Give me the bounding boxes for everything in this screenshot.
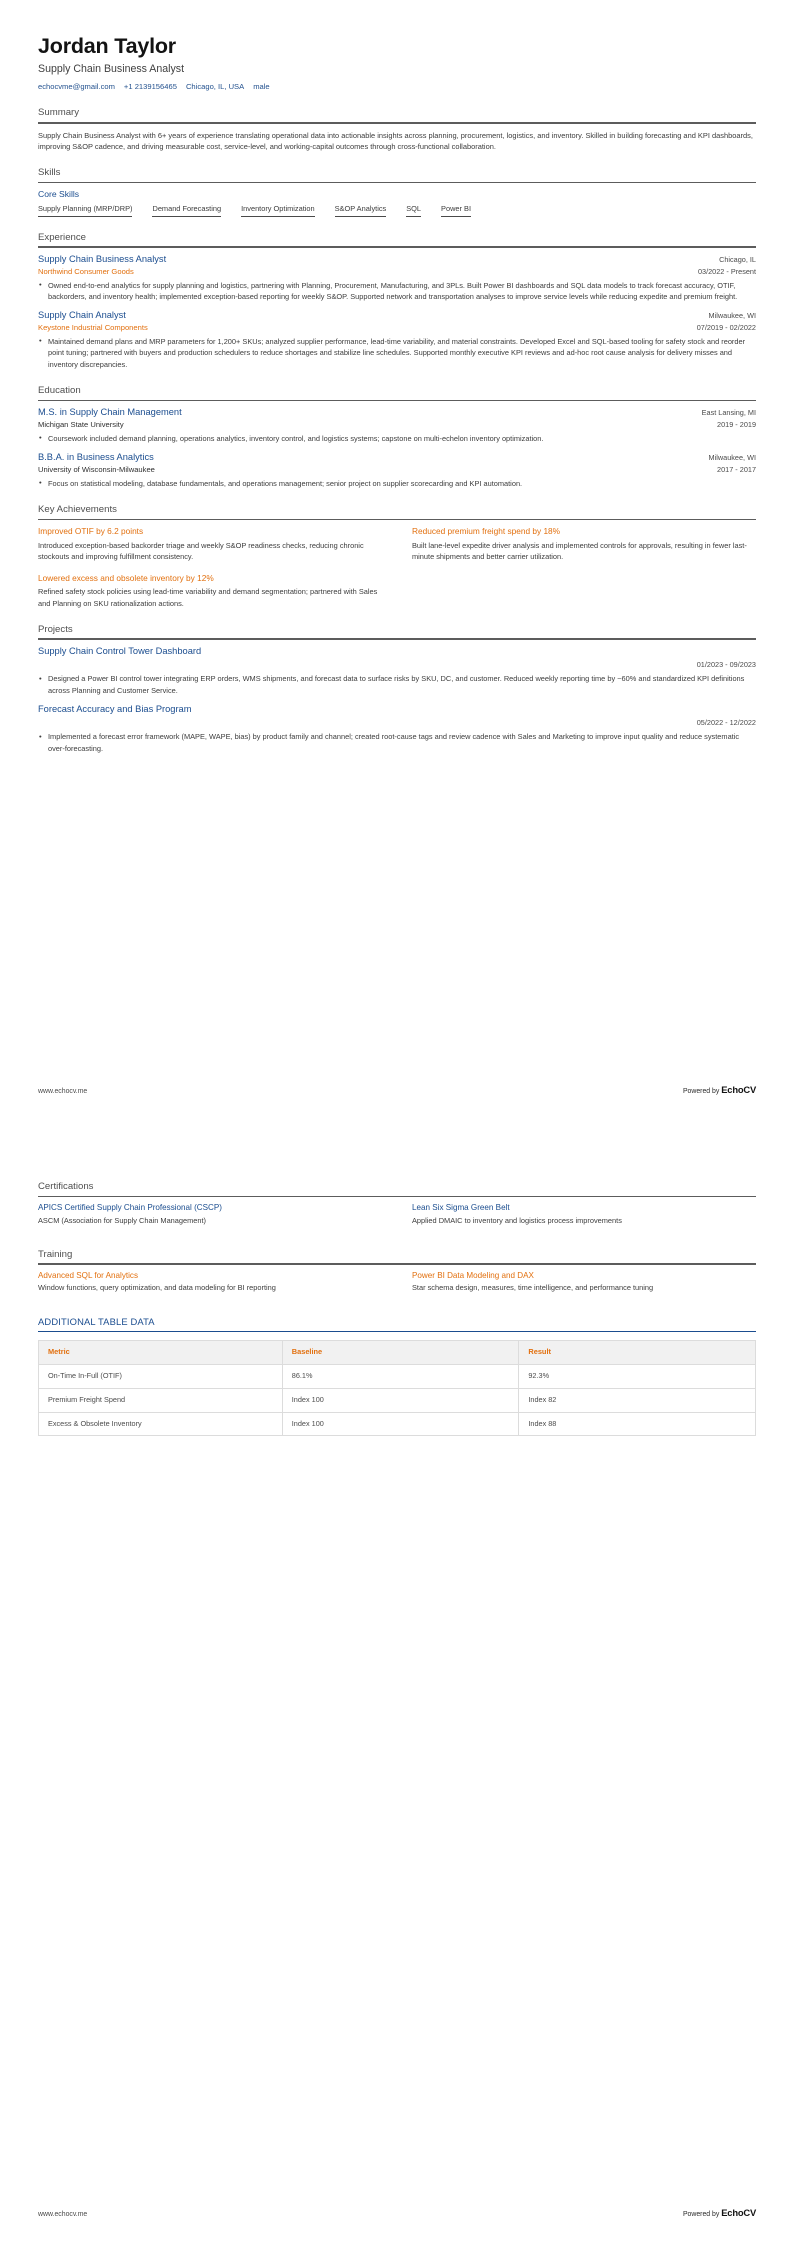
training-column-right: [412, 1271, 756, 1302]
contact-email[interactable]: echocvme@gmail.com: [38, 82, 115, 92]
job-title: Supply Chain Business Analyst: [38, 254, 167, 265]
candidate-headline: Supply Chain Business Analyst: [38, 62, 185, 75]
education-bullet: • Coursework included demand planning, operations analytics, inventory control, and logistics systems; capstone on multi-echelon inventory optimization.: [38, 433, 756, 444]
job-dates: 07/2019 - 02/2022: [696, 323, 756, 333]
degree-title: B.B.A. in Business Analytics: [38, 452, 154, 463]
table-section-title: ADDITIONAL TABLE DATA: [38, 1316, 155, 1328]
education-entry: [38, 407, 756, 444]
section-divider: [38, 400, 756, 402]
education-entry: [38, 452, 756, 489]
table-section-divider: [38, 1331, 756, 1333]
training-description: Star schema design, measures, time intelligence, and performance tuning: [412, 1283, 654, 1293]
training-description: Window functions, query optimization, and data modeling for BI reporting: [38, 1283, 276, 1293]
achievement-item: [38, 573, 382, 609]
section-title-certifications: Certifications: [38, 1181, 94, 1192]
job-bullet-list: [38, 280, 756, 303]
school-location: East Lansing, MI: [701, 408, 756, 418]
project-title: Forecast Accuracy and Bias Program: [38, 704, 192, 715]
certifications-column-right: [412, 1203, 756, 1234]
metrics-table-body: [39, 1365, 756, 1436]
summary-text: Supply Chain Business Analyst with 6+ years of experience translating operational data into actionable insights across planning, procurement, logistics, and inventory. Skilled in building forecasting and KPI dashboards, improving S&OP cadence, and driving measurable cost, service-level, and working-capital outcomes through cross-functional collaboration.: [38, 130, 753, 151]
education-entry-headline: [38, 452, 756, 464]
section-divider: [38, 519, 756, 521]
education-bullet: • Focus on statistical modeling, database fundamentals, and operations management; senior project on supplier scorecarding and KPI automation.: [38, 478, 756, 489]
certifications-grid: [38, 1203, 756, 1234]
project-dates: 01/2023 - 09/2023: [696, 659, 756, 669]
section-divider: [38, 182, 756, 184]
contact-gender: male: [253, 82, 270, 92]
education-bullet-list: [38, 478, 756, 489]
achievement-title: Reduced premium freight spend by 18%: [412, 526, 561, 537]
section-title-summary: Summary: [38, 107, 80, 119]
candidate-name: Jordan Taylor: [38, 34, 176, 58]
achievement-item: [412, 526, 756, 562]
education-entry-headline: [38, 407, 756, 419]
table-row: [39, 1412, 756, 1436]
school-dates: 2017 - 2017: [717, 464, 756, 474]
skill-tag: SQL: [406, 205, 421, 217]
certification-issuer: Applied DMAIC to inventory and logistics process improvements: [412, 1215, 622, 1225]
achievements-grid: [38, 526, 756, 609]
table-cell-metric: On-Time In-Full (OTIF): [39, 1365, 283, 1389]
job-dates: 03/2022 - Present: [697, 266, 756, 276]
section-experience: [38, 232, 756, 370]
certification-title: APICS Certified Supply Chain Professional (CSCP): [38, 1203, 222, 1213]
training-item: [412, 1271, 756, 1294]
school-name: University of Wisconsin-Milwaukee: [38, 464, 155, 474]
job-bullet: • Owned end-to-end analytics for supply planning and logistics, partnering with Planning, Procurement, Manufacturing, and 3PLs. Built Power BI dashboards and SQL data models to track forecast accuracy, OTIF, backorders, and inventory health; implemented exception-based reporting for weekly S&OP. Supported network and transportation analyses to improve service levels while reducing expedite and premium freight.: [38, 280, 756, 303]
page-footer: [38, 2206, 756, 2220]
achievements-column-right: [412, 526, 756, 609]
table-header-baseline: Baseline: [282, 1341, 519, 1365]
achievement-description: Refined safety stock policies using lead-time variability and demand segmentation; partnered with Sales and Planning on SKU rationalization actions.: [38, 587, 378, 608]
section-title-training: Training: [38, 1248, 73, 1260]
metrics-table: [38, 1340, 756, 1436]
company-name: Northwind Consumer Goods: [38, 266, 134, 276]
section-training: [38, 1249, 756, 1302]
experience-entry: [38, 310, 756, 370]
project-bullet: • Designed a Power BI control tower integrating ERP orders, WMS shipments, and forecast data to surface risks by SKU, DC, and customer. Reduced weekly reporting time by ~60% and standardized KPI definitions across Planning and Customer Service.: [38, 673, 756, 696]
section-title-skills: Skills: [38, 167, 61, 179]
company-name: Keystone Industrial Components: [38, 323, 148, 333]
achievement-description: Built lane-level expedite driver analysis and implemented controls for approvals, resulting in fewer last-minute shipments and better carrier utilization.: [412, 540, 747, 562]
job-bullet: • Maintained demand plans and MRP parameters for 1,200+ SKUs; analyzed supplier performance, lead-time variability, and material constraints. Developed Excel and SQL-based tooling for safety stock and reorder point tuning; partnered with buyers and production schedulers to reduce shortages and stabilize line schedules. Supported monthly executive KPI reviews and ad-hoc root cause analysis for delivery misses and inventory discrepancies.: [38, 336, 756, 370]
training-item: [38, 1271, 382, 1294]
page-footer: [38, 1083, 756, 1097]
achievement-description: Introduced exception-based backorder triage and weekly S&OP readiness checks, reducing chronic stockouts and improving fulfillment consistency.: [38, 540, 364, 562]
section-certifications: [38, 1181, 756, 1234]
section-projects: [38, 624, 756, 754]
skill-tag: S&OP Analytics: [335, 205, 387, 217]
school-dates: 2019 - 2019: [717, 420, 756, 430]
experience-entry-subline: [38, 267, 756, 277]
table-header-metric: Metric: [39, 1341, 283, 1365]
table-cell-metric: Excess & Obsolete Inventory: [39, 1412, 283, 1436]
table-row: [39, 1388, 756, 1412]
education-bullet-list: [38, 433, 756, 444]
section-skills: [38, 167, 756, 217]
project-title: Supply Chain Control Tower Dashboard: [38, 646, 202, 657]
skill-tag: Supply Planning (MRP/DRP): [38, 205, 132, 217]
education-entry-subline: [38, 465, 756, 475]
section-divider: [38, 1263, 756, 1265]
footer-site-url[interactable]: www.echocv.me: [38, 2211, 88, 2218]
metrics-table-head: [39, 1341, 756, 1365]
training-column-left: [38, 1271, 382, 1302]
section-divider: [38, 246, 756, 248]
section-title-projects: Projects: [38, 623, 73, 635]
table-header-result: Result: [519, 1341, 756, 1365]
degree-title: M.S. in Supply Chain Management: [38, 407, 182, 418]
footer-powered-label: Powered by: [682, 1088, 722, 1095]
project-bullet-list: [38, 673, 756, 696]
section-title-achievements: Key Achievements: [38, 504, 117, 516]
project-entry: [38, 646, 756, 696]
footer-brand: [683, 2206, 756, 2220]
footer-site-url[interactable]: www.echocv.me: [38, 1088, 88, 1095]
achievement-title: Lowered excess and obsolete inventory by 12%: [38, 572, 214, 583]
job-title: Supply Chain Analyst: [38, 310, 126, 321]
training-title: Power BI Data Modeling and DAX: [412, 1270, 534, 1280]
skill-tag: Power BI: [441, 205, 471, 217]
section-divider: [38, 638, 756, 640]
experience-entry-headline: [38, 310, 756, 322]
section-title-experience: Experience: [38, 231, 86, 243]
section-key-achievements: [38, 504, 756, 609]
certification-issuer: ASCM (Association for Supply Chain Management): [38, 1215, 207, 1225]
table-cell-metric: Premium Freight Spend: [39, 1388, 283, 1412]
table-cell-result: 92.3%: [519, 1365, 756, 1389]
skill-tag-list: [38, 205, 756, 217]
experience-entry-subline: [38, 323, 756, 333]
footer-brand: [683, 1083, 756, 1097]
resume-header: [38, 34, 756, 92]
table-cell-baseline: Index 100: [282, 1412, 519, 1436]
job-location: Milwaukee, WI: [708, 311, 756, 321]
certification-item: [412, 1203, 756, 1226]
table-cell-result: Index 82: [519, 1388, 756, 1412]
resume-page-2: [0, 1123, 794, 2246]
footer-powered-label: Powered by: [682, 2211, 722, 2218]
table-row: [39, 1365, 756, 1389]
section-divider: [38, 1196, 756, 1198]
footer-brand-name: EchoCV: [721, 1084, 756, 1095]
project-dates: 05/2022 - 12/2022: [696, 717, 756, 727]
skill-group-label: Core Skills: [38, 189, 80, 200]
section-summary: [38, 107, 756, 152]
section-divider: [38, 122, 756, 124]
contact-location: Chicago, IL, USA: [185, 82, 245, 92]
experience-entry: [38, 254, 756, 302]
experience-entry-headline: [38, 254, 756, 266]
achievement-title: Improved OTIF by 6.2 points: [38, 526, 144, 537]
project-bullet: • Implemented a forecast error framework (MAPE, WAPE, bias) by product family and channel; created root-cause tags and review cadence with Sales and Marketing to improve input quality and reduce systematic over-forecasting.: [38, 731, 756, 754]
footer-brand-name: EchoCV: [721, 2207, 756, 2218]
table-cell-result: Index 88: [519, 1412, 756, 1436]
achievements-column-left: [38, 526, 382, 609]
skill-tag: Demand Forecasting: [152, 205, 221, 217]
section-additional-table: [38, 1316, 756, 1436]
table-cell-baseline: 86.1%: [282, 1365, 519, 1389]
skill-tag: Inventory Optimization: [241, 205, 315, 217]
job-location: Chicago, IL: [719, 255, 756, 265]
project-bullet-list: [38, 731, 756, 754]
school-location: Milwaukee, WI: [708, 453, 756, 463]
school-name: Michigan State University: [38, 420, 124, 430]
section-title-education: Education: [38, 385, 81, 397]
certifications-column-left: [38, 1203, 382, 1234]
achievement-item: [38, 526, 382, 562]
certification-item: [38, 1203, 382, 1226]
certification-title: Lean Six Sigma Green Belt: [412, 1203, 510, 1213]
job-bullet-list: [38, 336, 756, 370]
contact-info: [38, 81, 756, 92]
training-title: Advanced SQL for Analytics: [38, 1270, 139, 1280]
project-entry: [38, 704, 756, 754]
table-header-row: [39, 1341, 756, 1365]
contact-phone[interactable]: +1 2139156465: [123, 82, 177, 92]
education-entry-subline: [38, 420, 756, 430]
training-grid: [38, 1271, 756, 1302]
table-cell-baseline: Index 100: [282, 1388, 519, 1412]
section-education: [38, 385, 756, 489]
